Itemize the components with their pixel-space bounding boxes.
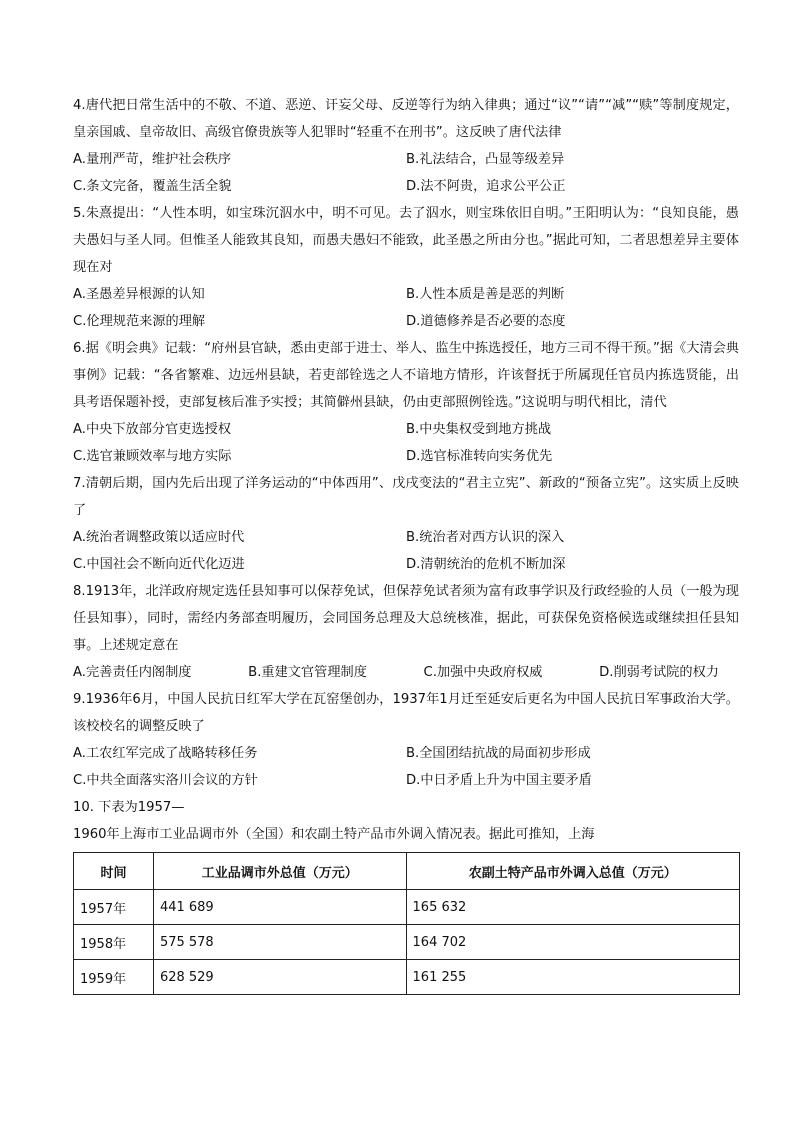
question-stem: 7.清朝后期，国内先后出现了洋务运动的“中体西用”、戊戌变法的“君主立宪”、新政的“预备立宪”。这实质上反映了 bbox=[73, 476, 739, 518]
exam-page bbox=[73, 92, 739, 995]
question-stem: 9.1936年6月，中国人民抗日红军大学在瓦窑堡创办，1937年1月迁至延安后更名为中国人民抗日军事政治大学。该校校名的调整反映了 bbox=[73, 692, 739, 734]
table-cell: 575 578 bbox=[153, 925, 406, 960]
table-header-row bbox=[74, 853, 740, 890]
option-c: C.中国社会不断向近代化迈进 bbox=[73, 557, 245, 572]
options bbox=[73, 146, 739, 200]
option-d: D.削弱考试院的权力 bbox=[599, 665, 719, 680]
option-a: A.圣愚差异根源的认知 bbox=[73, 287, 205, 302]
option-a: A.工农红军完成了战略转移任务 bbox=[73, 746, 258, 761]
question-7 bbox=[73, 470, 739, 578]
question-stem: 5.朱熹提出：“人性本明，如宝珠沉泅水中，明不可见。去了泅水，则宝珠依旧自明。”王阳明认为：“良知良能，愚夫愚妇与圣人同。但惟圣人能致其良知，而愚夫愚妇不能致，此圣愚之所由分也。”据此可知，二者思想差异主要体现在对 bbox=[73, 206, 739, 275]
table-cell: 1958年 bbox=[74, 925, 154, 960]
table-cell: 628 529 bbox=[153, 960, 406, 995]
options bbox=[73, 416, 739, 470]
question-stem: 4.唐代把日常生活中的不敬、不道、恶逆、讦妄父母、反逆等行为纳入律典；通过“议”“请”“减”“赎”等制度规定，皇亲国戚、皇帝故旧、高级官僚贵族等人犯罪时“轻重不在刑书”。这反映了唐代法律 bbox=[73, 98, 739, 140]
question-stem: 6.据《明会典》记载：“府州县官缺，悉由吏部于进士、举人、监生中拣选授任，地方三司不得干预。”据《大清会典事例》记载：“各省繁难、边远州县缺，若吏部铨选之人不谙地方情形，许该督抚于所属现任官员内拣选贤能，出具考语保题补授，吏部复核后准予实授；其简僻州县缺，仍由吏部照例铨选。”这说明与明代相比，清代 bbox=[73, 341, 739, 410]
options bbox=[73, 524, 739, 578]
question-stem: 8.1913年，北洋政府规定选任县知事可以保荐免试，但保荐免试者须为富有政事学识及行政经验的人员（一般为现任县知事），同时，需经内务部查明履历，会同国务总理及大总统核准，据此，可获保免资格候选或继续担任县知事。上述规定意在 bbox=[73, 584, 739, 653]
option-c: C.中共全面落实洛川会议的方针 bbox=[73, 773, 258, 788]
table-cell: 161 255 bbox=[406, 960, 739, 995]
option-d: D.清朝统治的危机不断加深 bbox=[406, 557, 566, 572]
option-c: C.条文完备，覆盖生活全貌 bbox=[73, 179, 232, 194]
options bbox=[73, 740, 739, 794]
option-b: B.礼法结合，凸显等级差异 bbox=[406, 152, 565, 167]
option-d: D.选官标准转向实务优先 bbox=[406, 449, 553, 464]
column-header: 农副土特产品市外调入总值（万元） bbox=[406, 853, 739, 890]
question-6 bbox=[73, 335, 739, 470]
question-stem-line1: 10. 下表为1957— bbox=[73, 800, 185, 815]
option-b: B.全国团结抗战的局面初步形成 bbox=[406, 746, 591, 761]
table-cell: 441 689 bbox=[153, 890, 406, 925]
option-c: C.伦理规范来源的理解 bbox=[73, 314, 206, 329]
table-cell: 165 632 bbox=[406, 890, 739, 925]
table-row bbox=[74, 925, 740, 960]
table-row bbox=[74, 890, 740, 925]
option-d: D.中日矛盾上升为中国主要矛盾 bbox=[406, 773, 592, 788]
table-cell: 1957年 bbox=[74, 890, 154, 925]
question-4 bbox=[73, 92, 739, 200]
question-5 bbox=[73, 200, 739, 335]
table-row bbox=[74, 960, 740, 995]
option-d: D.道德修养是否必要的态度 bbox=[406, 314, 566, 329]
option-b: B.中央集权受到地方挑战 bbox=[406, 422, 552, 437]
option-c: C.选官兼顾效率与地方实际 bbox=[73, 449, 232, 464]
option-a: A.完善责任内阁制度 bbox=[73, 665, 192, 680]
option-b: B.重建文官管理制度 bbox=[248, 665, 367, 680]
column-header: 工业品调市外总值（万元） bbox=[153, 853, 406, 890]
question-10 bbox=[73, 794, 739, 995]
option-a: A.中央下放部分官吏选授权 bbox=[73, 422, 232, 437]
question-8 bbox=[73, 578, 739, 686]
question-stem-line2: 1960年上海市工业品调市外（全国）和农副土特产品市外调入情况表。据此可推知，上海 bbox=[73, 827, 595, 842]
option-c: C.加强中央政府权威 bbox=[423, 665, 543, 680]
table-cell: 164 702 bbox=[406, 925, 739, 960]
option-a: A.统治者调整政策以适应时代 bbox=[73, 530, 245, 545]
option-b: B.统治者对西方认识的深入 bbox=[406, 530, 565, 545]
option-a: A.量刑严苛，维护社会秩序 bbox=[73, 152, 232, 167]
data-table bbox=[73, 852, 740, 995]
options bbox=[73, 659, 739, 686]
table-cell: 1959年 bbox=[74, 960, 154, 995]
question-9 bbox=[73, 686, 739, 794]
option-b: B.人性本质是善是恶的判断 bbox=[406, 287, 565, 302]
options bbox=[73, 281, 739, 335]
option-d: D.法不阿贵，追求公平公正 bbox=[406, 179, 566, 194]
column-header: 时间 bbox=[74, 853, 154, 890]
